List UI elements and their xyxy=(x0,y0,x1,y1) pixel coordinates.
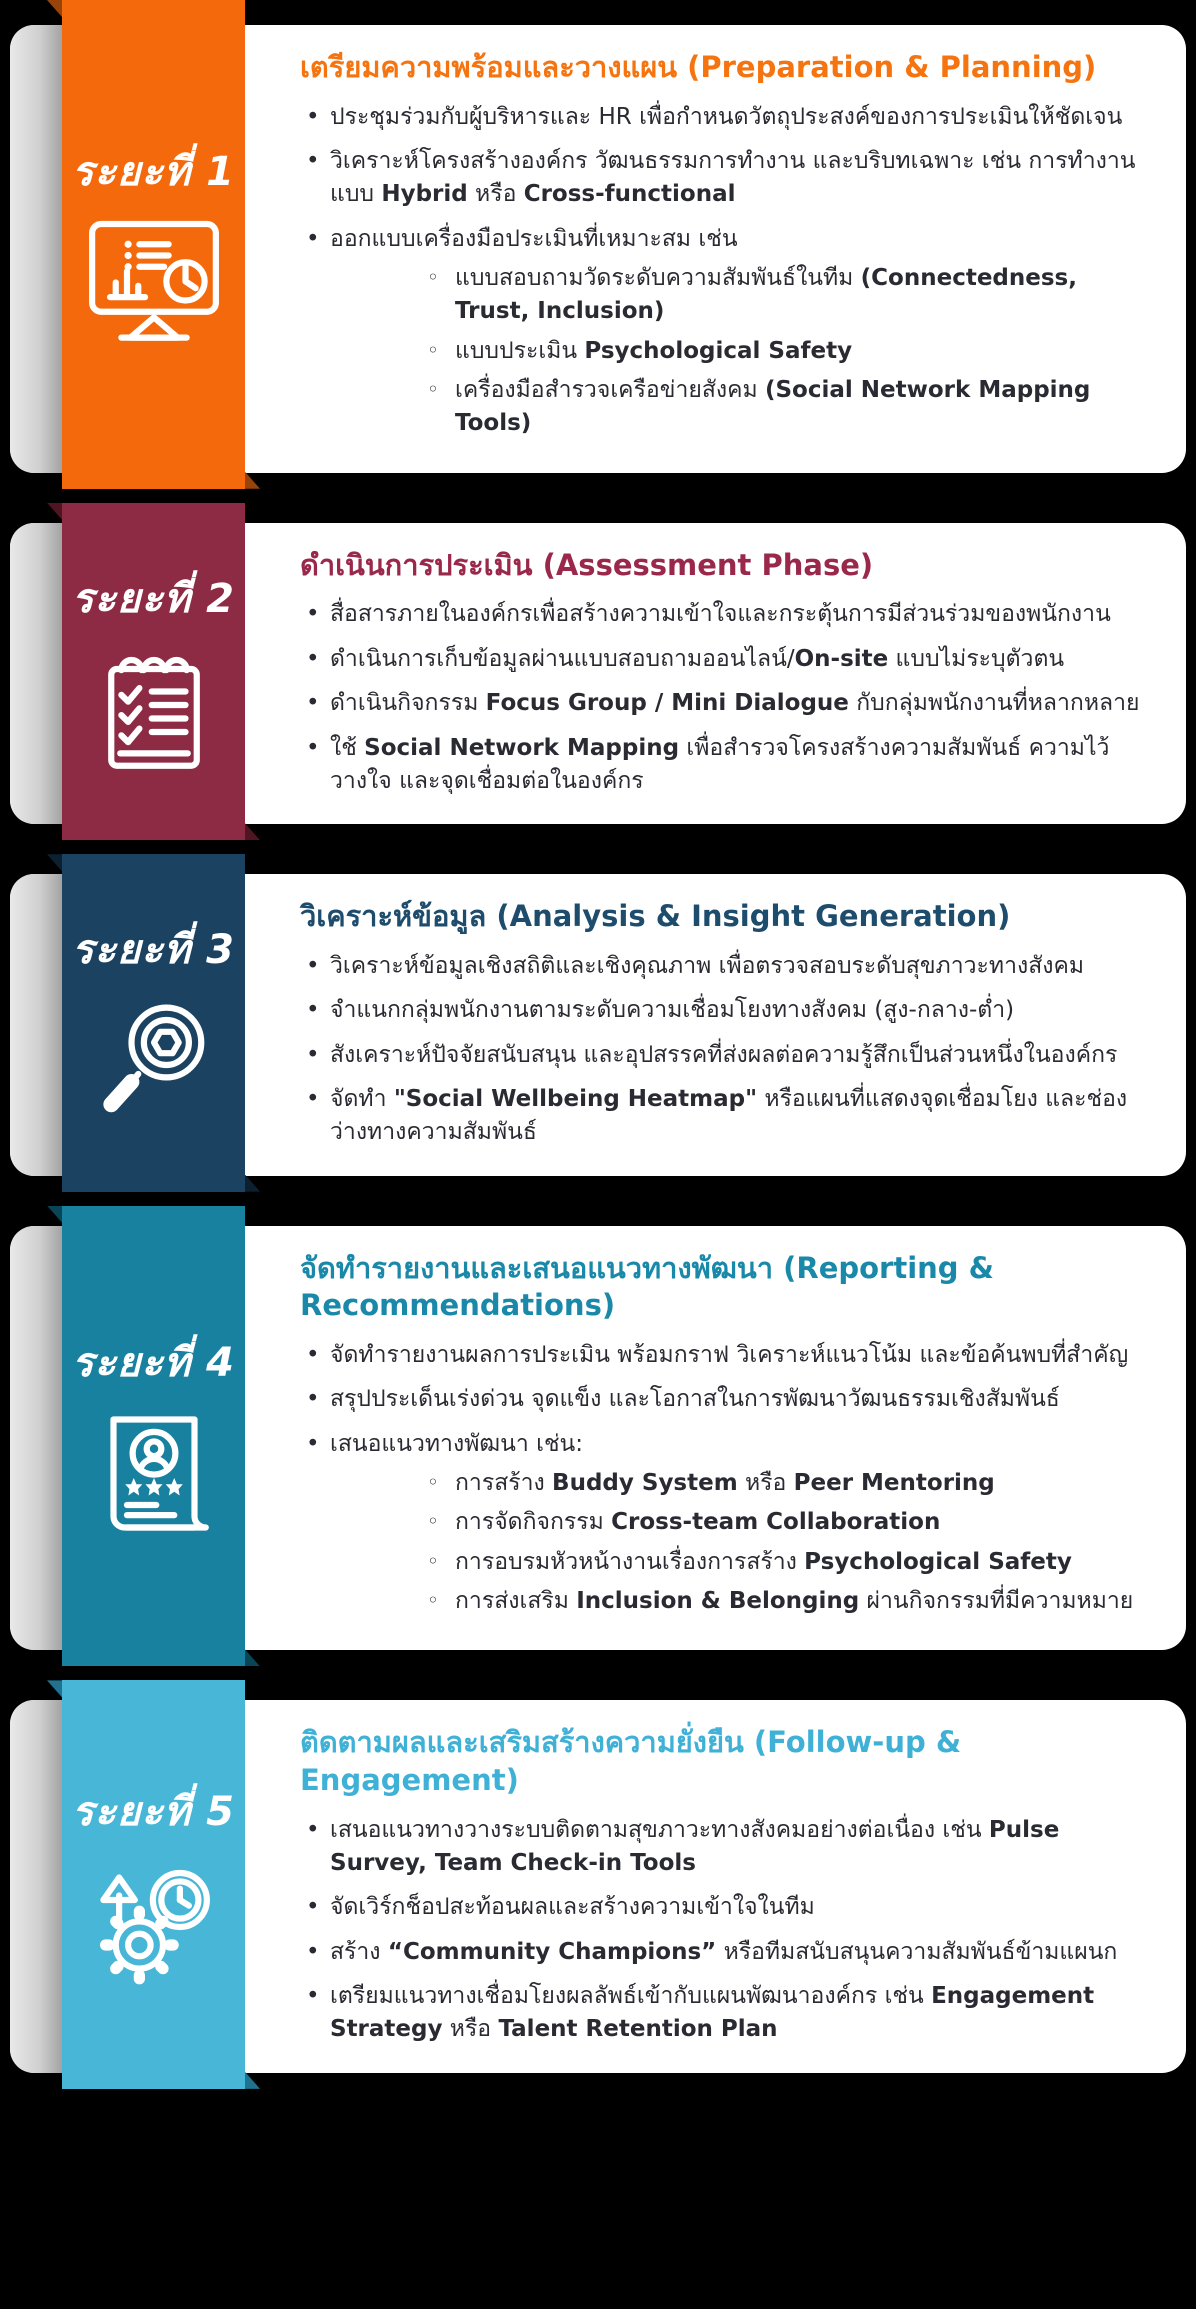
ribbon-fold-top xyxy=(47,503,62,520)
bullet-text: สร้าง “Community Champions” หรือทีมสนับสนุนความสัมพันธ์ข้ามแผนก xyxy=(330,1938,1118,1965)
magnifier-insight-icon xyxy=(79,993,229,1128)
sub-bullet-text: แบบสอบถามวัดระดับความสัมพันธ์ในทีม (Connectedness, Trust, Inclusion) xyxy=(455,265,1077,325)
sub-bullet-item xyxy=(425,1546,1156,1579)
bullet-marker: • xyxy=(306,1894,320,1921)
bullet-text: เสนอแนวทางวางระบบติดตามสุขภาวะทางสังคมอย่างต่อเนื่อง เช่น Pulse Survey, Team Check-in Tools xyxy=(330,1816,1060,1877)
sub-bullet-marker: ◦ xyxy=(427,265,439,290)
bullet-marker: • xyxy=(306,1816,320,1843)
phase-label: ระยะที่ 5 xyxy=(71,1789,235,1836)
sub-bullet-marker: ◦ xyxy=(427,1509,439,1534)
bullet-marker: • xyxy=(306,997,320,1024)
bullet-marker: • xyxy=(306,103,320,130)
bullet-marker: • xyxy=(306,734,320,761)
bullet-item xyxy=(300,1083,1156,1150)
phase-title: เตรียมความพร้อมและวางแผน (Preparation & Planning) xyxy=(300,50,1097,84)
phase-label: ระยะที่ 4 xyxy=(71,1340,235,1387)
bullet-item xyxy=(300,101,1156,134)
bullet-text: สังเคราะห์ปัจจัยสนับสนุน และอุปสรรคที่ส่งผลต่อความรู้สึกเป็นส่วนหนึ่งในองค์กร xyxy=(330,1041,1118,1068)
bullet-marker: • xyxy=(306,225,320,252)
bullet-text: จัดเวิร์กช็อปสะท้อนผลและสร้างความเข้าใจในทีม xyxy=(330,1894,815,1921)
sub-bullet-list xyxy=(425,1467,1156,1618)
bullet-marker: • xyxy=(306,1938,320,1965)
phase-row xyxy=(0,1700,1196,2072)
bullet-item xyxy=(300,1936,1156,1969)
bullet-text: วิเคราะห์โครงสร้างองค์กร วัฒนธรรมการทำงาน และบริบทเฉพาะ เช่น การทำงานแบบ Hybrid หรือ Cross-functional xyxy=(330,148,1136,208)
bullet-item xyxy=(300,1039,1156,1072)
sub-bullet-item xyxy=(425,1506,1156,1539)
phase-ribbon xyxy=(62,1206,245,1667)
bullet-marker: • xyxy=(306,1430,320,1457)
bullet-item xyxy=(300,598,1156,631)
sub-bullet-item xyxy=(425,262,1156,329)
bullet-text: จำแนกกลุ่มพนักงานตามระดับความเชื่อมโยงทางสังคม (สูง-กลาง-ต่ำ) xyxy=(330,997,1015,1024)
sub-bullet-item xyxy=(425,1467,1156,1500)
ribbon-fold-bottom xyxy=(245,823,260,840)
sub-bullet-marker: ◦ xyxy=(427,1588,439,1613)
bullet-list xyxy=(300,1814,1156,2047)
phase-label: ระยะที่ 1 xyxy=(71,148,235,195)
checklist-clipboard-icon xyxy=(79,642,229,777)
phase-row xyxy=(0,1226,1196,1651)
phase-title: วิเคราะห์ข้อมูล (Analysis & Insight Generation) xyxy=(300,899,1011,934)
bullet-marker: • xyxy=(306,601,320,628)
bullet-item xyxy=(300,994,1156,1027)
phase-row xyxy=(0,874,1196,1175)
bullet-item xyxy=(300,1383,1156,1416)
bullet-text: ออกแบบเครื่องมือประเมินที่เหมาะสม เช่น xyxy=(330,225,738,252)
phase-ribbon xyxy=(62,854,245,1191)
bullet-marker: • xyxy=(306,1341,320,1368)
sub-bullet-list xyxy=(425,262,1156,441)
sub-bullet-marker: ◦ xyxy=(427,377,439,402)
ribbon-fold-top xyxy=(47,1206,62,1223)
bullet-marker: • xyxy=(306,690,320,717)
bullet-text: วิเคราะห์ข้อมูลเชิงสถิติและเชิงคุณภาพ เพื่อตรวจสอบระดับสุขภาวะทางสังคม xyxy=(330,952,1085,979)
sub-bullet-item xyxy=(425,335,1156,368)
bullet-text: จัดทำรายงานผลการประเมิน พร้อมกราฟ วิเคราะห์แนวโน้ม และข้อค้นพบที่สำคัญ xyxy=(330,1341,1129,1368)
bullet-marker: • xyxy=(306,148,320,175)
phase-ribbon xyxy=(62,0,245,489)
process-infographic xyxy=(0,25,1196,2073)
bullet-item xyxy=(300,1428,1156,1619)
ribbon-fold-bottom xyxy=(245,1649,260,1666)
phase-title: ติดตามผลและเสริมสร้างความยั่งยืน (Follow-up & Engagement) xyxy=(300,1725,962,1798)
bullet-item xyxy=(300,643,1156,676)
bullet-marker: • xyxy=(306,952,320,979)
sub-bullet-text: เครื่องมือสำรวจเครือข่ายสังคม (Social Network Mapping Tools) xyxy=(455,377,1091,437)
sub-bullet-text: การส่งเสริม Inclusion & Belonging ผ่านกิจกรรมที่มีความหมาย xyxy=(455,1588,1134,1615)
bullet-item xyxy=(300,732,1156,799)
growth-gear-clock-icon xyxy=(79,1855,229,1990)
sub-bullet-item xyxy=(425,374,1156,441)
bullet-text: ใช้ Social Network Mapping เพื่อสำรวจโครงสร้างความสัมพันธ์ ความไว้วางใจ และจุดเชื่อมต่อในองค์กร xyxy=(330,734,1110,794)
bullet-list xyxy=(300,1339,1156,1618)
sub-bullet-text: การจัดกิจกรรม Cross-team Collaboration xyxy=(455,1509,941,1536)
bullet-list xyxy=(300,950,1156,1150)
bullet-text: ดำเนินการเก็บข้อมูลผ่านแบบสอบถามออนไลน์/On-site แบบไม่ระบุตัวตน xyxy=(330,645,1065,672)
bullet-text: จัดทำ "Social Wellbeing Heatmap" หรือแผนที่แสดงจุดเชื่อมโยง และช่องว่างทางความสัมพันธ์ xyxy=(330,1085,1128,1146)
sub-bullet-item xyxy=(425,1585,1156,1618)
bullet-item xyxy=(300,1339,1156,1372)
phase-label: ระยะที่ 3 xyxy=(71,927,235,974)
phase-row xyxy=(0,25,1196,473)
bullet-text: สื่อสารภายในองค์กรเพื่อสร้างความเข้าใจและกระตุ้นการมีส่วนร่วมของพนักงาน xyxy=(330,601,1111,628)
report-review-icon xyxy=(79,1406,229,1541)
monitor-analytics-icon xyxy=(79,215,229,350)
phase-ribbon xyxy=(62,1680,245,2088)
bullet-text: เสนอแนวทางพัฒนา เช่น: xyxy=(330,1430,584,1457)
bullet-marker: • xyxy=(306,645,320,672)
phase-row xyxy=(0,523,1196,824)
bullet-list xyxy=(300,598,1156,798)
bullet-list xyxy=(300,101,1156,441)
bullet-item xyxy=(300,687,1156,720)
bullet-marker: • xyxy=(306,1983,320,2010)
ribbon-fold-top xyxy=(47,854,62,871)
sub-bullet-marker: ◦ xyxy=(427,1470,439,1494)
phase-title: จัดทำรายงานและเสนอแนวทางพัฒนา (Reporting & Recommendations) xyxy=(300,1250,994,1323)
bullet-text: สรุปประเด็นเร่งด่วน จุดแข็ง และโอกาสในการพัฒนาวัฒนธรรมเชิงสัมพันธ์ xyxy=(330,1386,1060,1413)
sub-bullet-marker: ◦ xyxy=(427,337,439,362)
ribbon-fold-bottom xyxy=(245,2072,260,2089)
bullet-text: ดำเนินกิจกรรม Focus Group / Mini Dialogue กับกลุ่มพนักงานที่หลากหลาย xyxy=(330,690,1140,717)
bullet-text: เตรียมแนวทางเชื่อมโยงผลลัพธ์เข้ากับแผนพัฒนาองค์กร เช่น Engagement Strategy หรือ Talent Retention Plan xyxy=(330,1983,1095,2043)
ribbon-fold-top xyxy=(47,1680,62,1697)
bullet-item xyxy=(300,1891,1156,1924)
bullet-item xyxy=(300,1814,1156,1881)
bullet-marker: • xyxy=(306,1085,320,1112)
sub-bullet-marker: ◦ xyxy=(427,1548,439,1573)
sub-bullet-text: การสร้าง Buddy System หรือ Peer Mentoring xyxy=(455,1470,995,1496)
bullet-marker: • xyxy=(306,1386,320,1413)
bullet-item xyxy=(300,223,1156,441)
phase-ribbon xyxy=(62,503,245,840)
bullet-text: ประชุมร่วมกับผู้บริหารและ HR เพื่อกำหนดวัตถุประสงค์ของการประเมินให้ชัดเจน xyxy=(330,103,1123,130)
phase-title: ดำเนินการประเมิน (Assessment Phase) xyxy=(300,547,874,582)
sub-bullet-text: การอบรมหัวหน้างานเรื่องการสร้าง Psychological Safety xyxy=(455,1548,1072,1575)
bullet-item xyxy=(300,1980,1156,2047)
sub-bullet-text: แบบประเมิน Psychological Safety xyxy=(455,337,853,364)
bullet-item xyxy=(300,950,1156,983)
phase-label: ระยะที่ 2 xyxy=(71,575,235,622)
bullet-marker: • xyxy=(306,1041,320,1068)
bullet-item xyxy=(300,145,1156,212)
ribbon-fold-top xyxy=(47,0,62,17)
ribbon-fold-bottom xyxy=(245,472,260,489)
ribbon-fold-bottom xyxy=(245,1175,260,1192)
